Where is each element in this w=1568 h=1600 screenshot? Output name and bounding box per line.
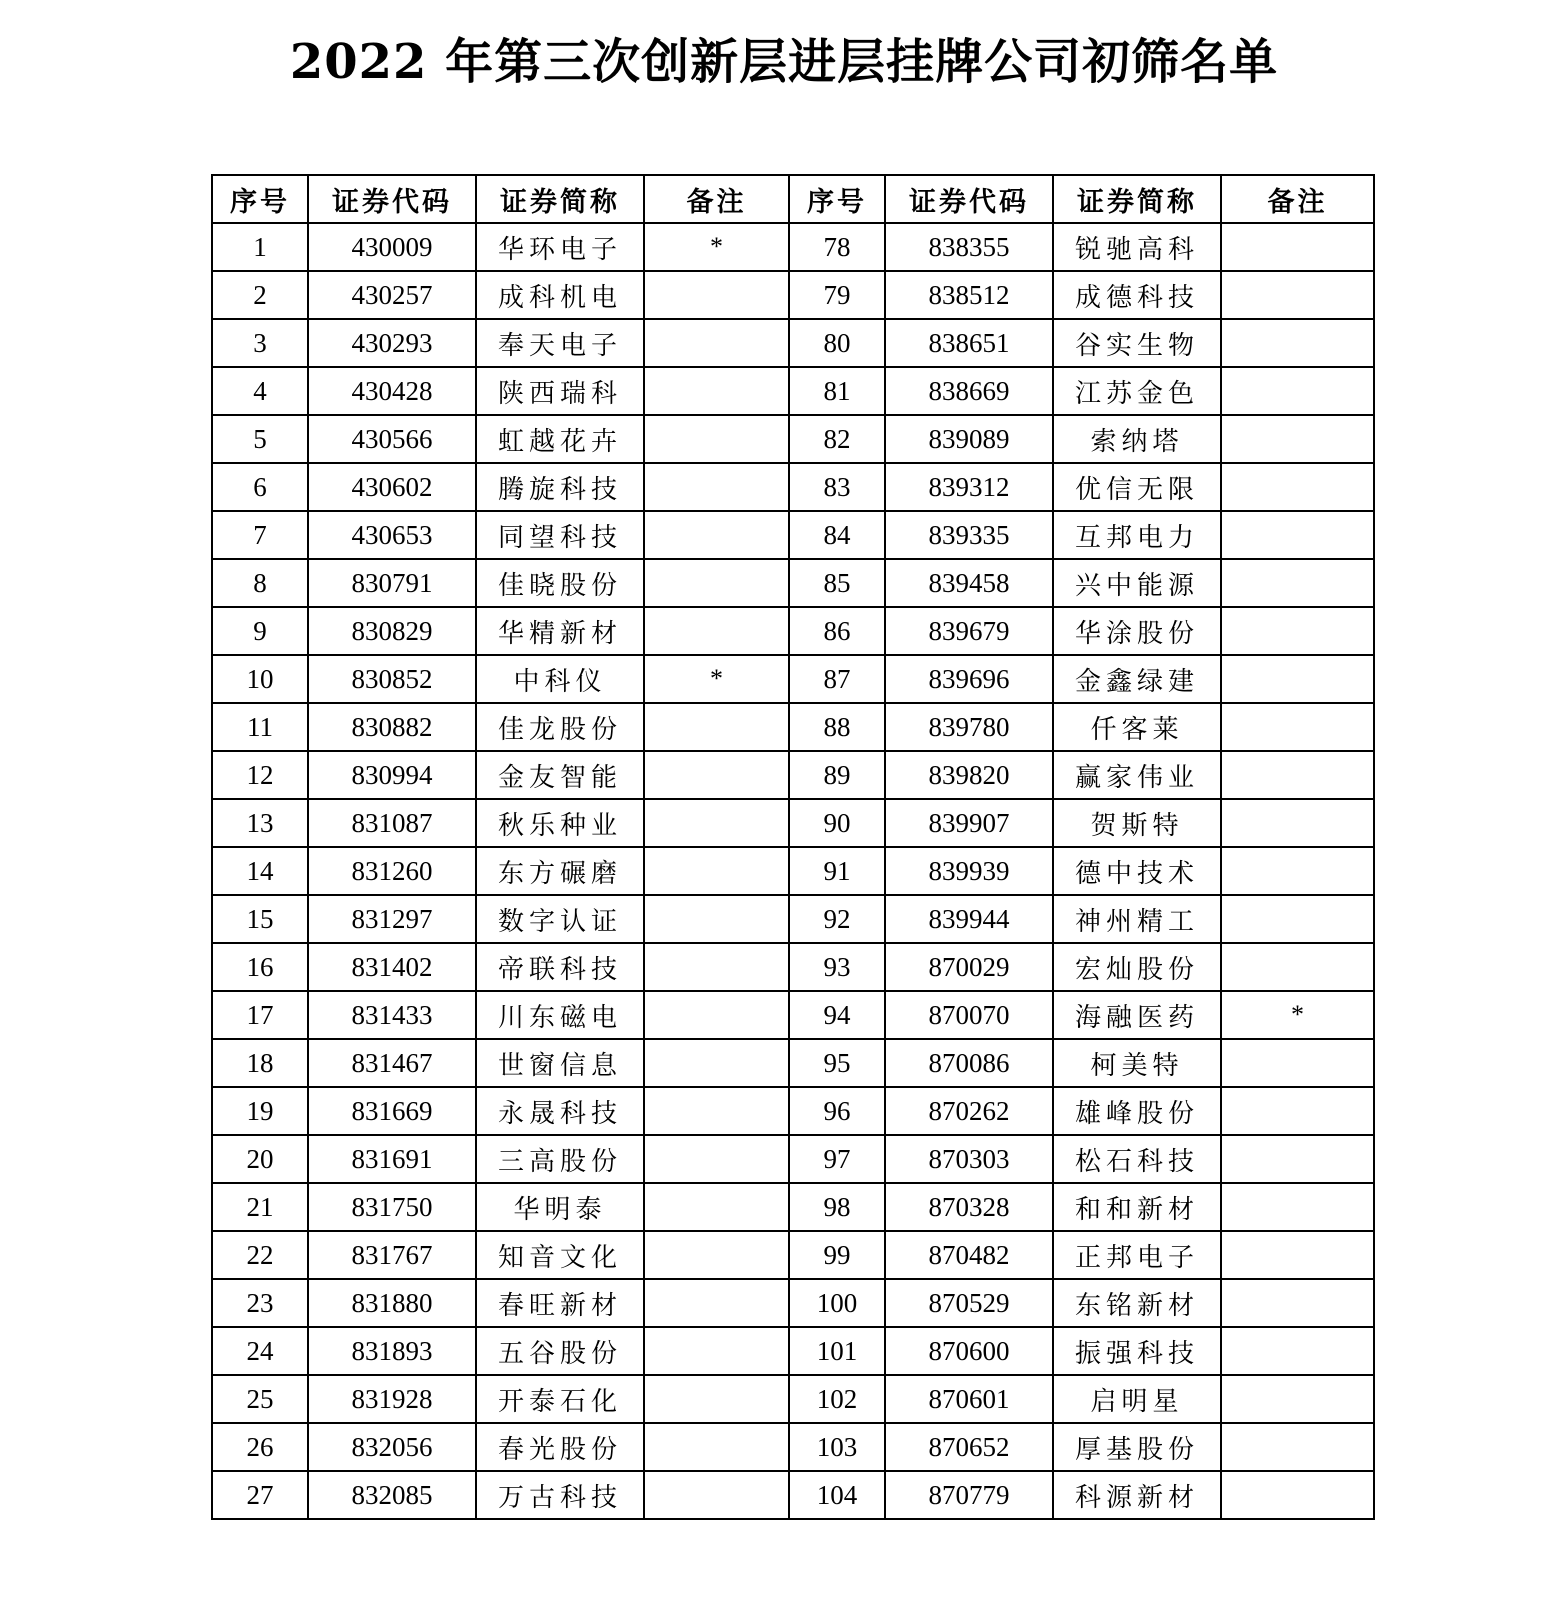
table-row [212,1471,1374,1519]
security-code-cell: 838651 [885,319,1053,367]
security-name-cell: 宏灿股份 [1053,943,1221,991]
serial-number-cell: 101 [789,1327,885,1375]
serial-number-cell: 23 [212,1279,308,1327]
table-row [212,847,1374,895]
table-row [212,223,1374,271]
table-row [212,463,1374,511]
serial-number-cell: 11 [212,703,308,751]
serial-number-cell: 84 [789,511,885,559]
remark-cell: * [644,223,789,271]
security-code-cell: 838669 [885,367,1053,415]
security-code-cell: 839939 [885,847,1053,895]
security-code-cell: 870070 [885,991,1053,1039]
security-code-cell: 870600 [885,1327,1053,1375]
security-code-cell: 831669 [308,1087,476,1135]
remark-cell [1221,799,1374,847]
header-security-code: 证券代码 [885,175,1053,223]
remark-cell [644,1327,789,1375]
table-row [212,511,1374,559]
security-code-cell: 430293 [308,319,476,367]
remark-cell [644,271,789,319]
serial-number-cell: 97 [789,1135,885,1183]
security-name-cell: 佳龙股份 [476,703,644,751]
serial-number-cell: 92 [789,895,885,943]
serial-number-cell: 22 [212,1231,308,1279]
serial-number-cell: 9 [212,607,308,655]
header-remark: 备注 [1221,175,1374,223]
remark-cell [644,1279,789,1327]
security-code-cell: 870529 [885,1279,1053,1327]
remark-cell [644,1135,789,1183]
security-name-cell: 松石科技 [1053,1135,1221,1183]
security-code-cell: 870262 [885,1087,1053,1135]
security-name-cell: 谷实生物 [1053,319,1221,367]
serial-number-cell: 81 [789,367,885,415]
remark-cell [644,1039,789,1087]
serial-number-cell: 13 [212,799,308,847]
remark-cell [644,511,789,559]
security-code-cell: 870086 [885,1039,1053,1087]
serial-number-cell: 98 [789,1183,885,1231]
security-name-cell: 万古科技 [476,1471,644,1519]
remark-cell [644,1423,789,1471]
serial-number-cell: 18 [212,1039,308,1087]
remark-cell [1221,1279,1374,1327]
remark-cell [644,1375,789,1423]
remark-cell [1221,1183,1374,1231]
security-code-cell: 832085 [308,1471,476,1519]
security-name-cell: 成德科技 [1053,271,1221,319]
remark-cell [1221,319,1374,367]
remark-cell [644,415,789,463]
serial-number-cell: 8 [212,559,308,607]
serial-number-cell: 26 [212,1423,308,1471]
security-name-cell: 金友智能 [476,751,644,799]
serial-number-cell: 91 [789,847,885,895]
security-code-cell: 839696 [885,655,1053,703]
security-name-cell: 同望科技 [476,511,644,559]
security-name-cell: 神州精工 [1053,895,1221,943]
serial-number-cell: 86 [789,607,885,655]
security-name-cell: 奉天电子 [476,319,644,367]
security-code-cell: 870652 [885,1423,1053,1471]
security-name-cell: 中科仪 [476,655,644,703]
security-name-cell: 华精新材 [476,607,644,655]
company-list-table [211,174,1375,1520]
security-name-cell: 五谷股份 [476,1327,644,1375]
remark-cell [1221,895,1374,943]
security-code-cell: 830852 [308,655,476,703]
remark-cell [644,1471,789,1519]
security-name-cell: 兴中能源 [1053,559,1221,607]
security-code-cell: 430602 [308,463,476,511]
security-name-cell: 启明星 [1053,1375,1221,1423]
remark-cell: * [644,655,789,703]
serial-number-cell: 2 [212,271,308,319]
security-code-cell: 831433 [308,991,476,1039]
table-row [212,1087,1374,1135]
security-name-cell: 贺斯特 [1053,799,1221,847]
security-code-cell: 832056 [308,1423,476,1471]
remark-cell [1221,271,1374,319]
security-code-cell: 839458 [885,559,1053,607]
table-row [212,415,1374,463]
security-name-cell: 数字认证 [476,895,644,943]
table-row [212,559,1374,607]
security-code-cell: 839312 [885,463,1053,511]
security-name-cell: 成科机电 [476,271,644,319]
table-row [212,751,1374,799]
serial-number-cell: 5 [212,415,308,463]
security-name-cell: 海融医药 [1053,991,1221,1039]
remark-cell [1221,703,1374,751]
remark-cell [1221,655,1374,703]
remark-cell [644,1087,789,1135]
security-name-cell: 知音文化 [476,1231,644,1279]
remark-cell [644,943,789,991]
security-name-cell: 和和新材 [1053,1183,1221,1231]
serial-number-cell: 10 [212,655,308,703]
remark-cell [1221,1375,1374,1423]
security-code-cell: 830994 [308,751,476,799]
header-remark: 备注 [644,175,789,223]
serial-number-cell: 12 [212,751,308,799]
security-name-cell: 东方碾磨 [476,847,644,895]
security-name-cell: 柯美特 [1053,1039,1221,1087]
security-name-cell: 华涂股份 [1053,607,1221,655]
table-row [212,655,1374,703]
table-row [212,1375,1374,1423]
security-code-cell: 839089 [885,415,1053,463]
serial-number-cell: 82 [789,415,885,463]
serial-number-cell: 94 [789,991,885,1039]
table-row [212,799,1374,847]
serial-number-cell: 21 [212,1183,308,1231]
security-code-cell: 831893 [308,1327,476,1375]
table-row [212,1423,1374,1471]
security-code-cell: 831750 [308,1183,476,1231]
security-name-cell: 科源新材 [1053,1471,1221,1519]
serial-number-cell: 104 [789,1471,885,1519]
security-code-cell: 831880 [308,1279,476,1327]
remark-cell [644,847,789,895]
remark-cell [1221,751,1374,799]
serial-number-cell: 100 [789,1279,885,1327]
serial-number-cell: 27 [212,1471,308,1519]
security-name-cell: 振强科技 [1053,1327,1221,1375]
table-body [212,223,1374,1519]
security-code-cell: 430257 [308,271,476,319]
serial-number-cell: 17 [212,991,308,1039]
remark-cell [644,559,789,607]
remark-cell [644,367,789,415]
table-row [212,1327,1374,1375]
security-code-cell: 430566 [308,415,476,463]
security-code-cell: 430428 [308,367,476,415]
serial-number-cell: 19 [212,1087,308,1135]
remark-cell [1221,607,1374,655]
security-name-cell: 佳晓股份 [476,559,644,607]
security-code-cell: 870303 [885,1135,1053,1183]
remark-cell [1221,463,1374,511]
table-row [212,271,1374,319]
security-code-cell: 870029 [885,943,1053,991]
security-name-cell: 互邦电力 [1053,511,1221,559]
remark-cell [1221,415,1374,463]
serial-number-cell: 14 [212,847,308,895]
security-name-cell: 优信无限 [1053,463,1221,511]
remark-cell [644,751,789,799]
security-name-cell: 雄峰股份 [1053,1087,1221,1135]
remark-cell [644,1231,789,1279]
table-row [212,1183,1374,1231]
security-name-cell: 东铭新材 [1053,1279,1221,1327]
serial-number-cell: 4 [212,367,308,415]
serial-number-cell: 15 [212,895,308,943]
serial-number-cell: 16 [212,943,308,991]
remark-cell [1221,559,1374,607]
header-serial-number: 序号 [789,175,885,223]
table-row [212,1039,1374,1087]
remark-cell [644,1183,789,1231]
header-security-code: 证券代码 [308,175,476,223]
remark-cell [644,607,789,655]
remark-cell [1221,1423,1374,1471]
table-row [212,703,1374,751]
security-name-cell: 华环电子 [476,223,644,271]
header-serial-number: 序号 [212,175,308,223]
table-row [212,943,1374,991]
security-code-cell: 831928 [308,1375,476,1423]
remark-cell [1221,223,1374,271]
serial-number-cell: 96 [789,1087,885,1135]
security-name-cell: 川东磁电 [476,991,644,1039]
security-code-cell: 870328 [885,1183,1053,1231]
security-name-cell: 陕西瑞科 [476,367,644,415]
serial-number-cell: 79 [789,271,885,319]
remark-cell [1221,847,1374,895]
serial-number-cell: 89 [789,751,885,799]
remark-cell [1221,943,1374,991]
security-code-cell: 831767 [308,1231,476,1279]
serial-number-cell: 103 [789,1423,885,1471]
security-code-cell: 430009 [308,223,476,271]
security-name-cell: 秋乐种业 [476,799,644,847]
security-code-cell: 839820 [885,751,1053,799]
header-security-name: 证券简称 [1053,175,1221,223]
serial-number-cell: 87 [789,655,885,703]
security-code-cell: 831691 [308,1135,476,1183]
remark-cell [644,991,789,1039]
serial-number-cell: 102 [789,1375,885,1423]
security-name-cell: 正邦电子 [1053,1231,1221,1279]
security-name-cell: 索纳塔 [1053,415,1221,463]
security-code-cell: 839679 [885,607,1053,655]
security-name-cell: 开泰石化 [476,1375,644,1423]
security-code-cell: 830829 [308,607,476,655]
security-code-cell: 830791 [308,559,476,607]
serial-number-cell: 80 [789,319,885,367]
security-name-cell: 虹越花卉 [476,415,644,463]
table-row [212,1279,1374,1327]
security-name-cell: 帝联科技 [476,943,644,991]
serial-number-cell: 83 [789,463,885,511]
security-name-cell: 金鑫绿建 [1053,655,1221,703]
security-name-cell: 仟客莱 [1053,703,1221,751]
remark-cell [1221,1039,1374,1087]
serial-number-cell: 6 [212,463,308,511]
table-row [212,1231,1374,1279]
security-name-cell: 赢家伟业 [1053,751,1221,799]
security-name-cell: 永晟科技 [476,1087,644,1135]
security-name-cell: 三高股份 [476,1135,644,1183]
serial-number-cell: 20 [212,1135,308,1183]
security-code-cell: 839907 [885,799,1053,847]
serial-number-cell: 93 [789,943,885,991]
table-row [212,895,1374,943]
serial-number-cell: 90 [789,799,885,847]
security-code-cell: 430653 [308,511,476,559]
serial-number-cell: 1 [212,223,308,271]
security-name-cell: 江苏金色 [1053,367,1221,415]
remark-cell [1221,1327,1374,1375]
serial-number-cell: 95 [789,1039,885,1087]
security-name-cell: 春光股份 [476,1423,644,1471]
security-code-cell: 831087 [308,799,476,847]
serial-number-cell: 99 [789,1231,885,1279]
security-code-cell: 838355 [885,223,1053,271]
table-header-row [212,175,1374,223]
remark-cell [644,895,789,943]
serial-number-cell: 24 [212,1327,308,1375]
security-name-cell: 世窗信息 [476,1039,644,1087]
security-name-cell: 华明泰 [476,1183,644,1231]
serial-number-cell: 78 [789,223,885,271]
remark-cell [644,319,789,367]
table-row [212,319,1374,367]
remark-cell [644,463,789,511]
security-name-cell: 德中技术 [1053,847,1221,895]
remark-cell [644,799,789,847]
table-row [212,607,1374,655]
security-code-cell: 830882 [308,703,476,751]
security-code-cell: 870601 [885,1375,1053,1423]
serial-number-cell: 88 [789,703,885,751]
header-security-name: 证券简称 [476,175,644,223]
serial-number-cell: 25 [212,1375,308,1423]
serial-number-cell: 3 [212,319,308,367]
table-row [212,1135,1374,1183]
security-code-cell: 831467 [308,1039,476,1087]
table-row [212,991,1374,1039]
table-row [212,367,1374,415]
security-code-cell: 839335 [885,511,1053,559]
remark-cell [1221,1471,1374,1519]
security-code-cell: 831260 [308,847,476,895]
remark-cell [1221,1231,1374,1279]
document-title: 2022 年第三次创新层进层挂牌公司初筛名单 [289,34,1279,90]
security-code-cell: 839944 [885,895,1053,943]
security-name-cell: 腾旋科技 [476,463,644,511]
security-name-cell: 春旺新材 [476,1279,644,1327]
remark-cell [1221,1135,1374,1183]
security-name-cell: 厚基股份 [1053,1423,1221,1471]
remark-cell [1221,1087,1374,1135]
remark-cell [644,703,789,751]
remark-cell [1221,511,1374,559]
remark-cell [1221,367,1374,415]
security-code-cell: 870482 [885,1231,1053,1279]
serial-number-cell: 85 [789,559,885,607]
security-code-cell: 870779 [885,1471,1053,1519]
remark-cell: * [1221,991,1374,1039]
security-code-cell: 831297 [308,895,476,943]
security-code-cell: 839780 [885,703,1053,751]
serial-number-cell: 7 [212,511,308,559]
security-code-cell: 838512 [885,271,1053,319]
security-name-cell: 锐驰高科 [1053,223,1221,271]
security-code-cell: 831402 [308,943,476,991]
